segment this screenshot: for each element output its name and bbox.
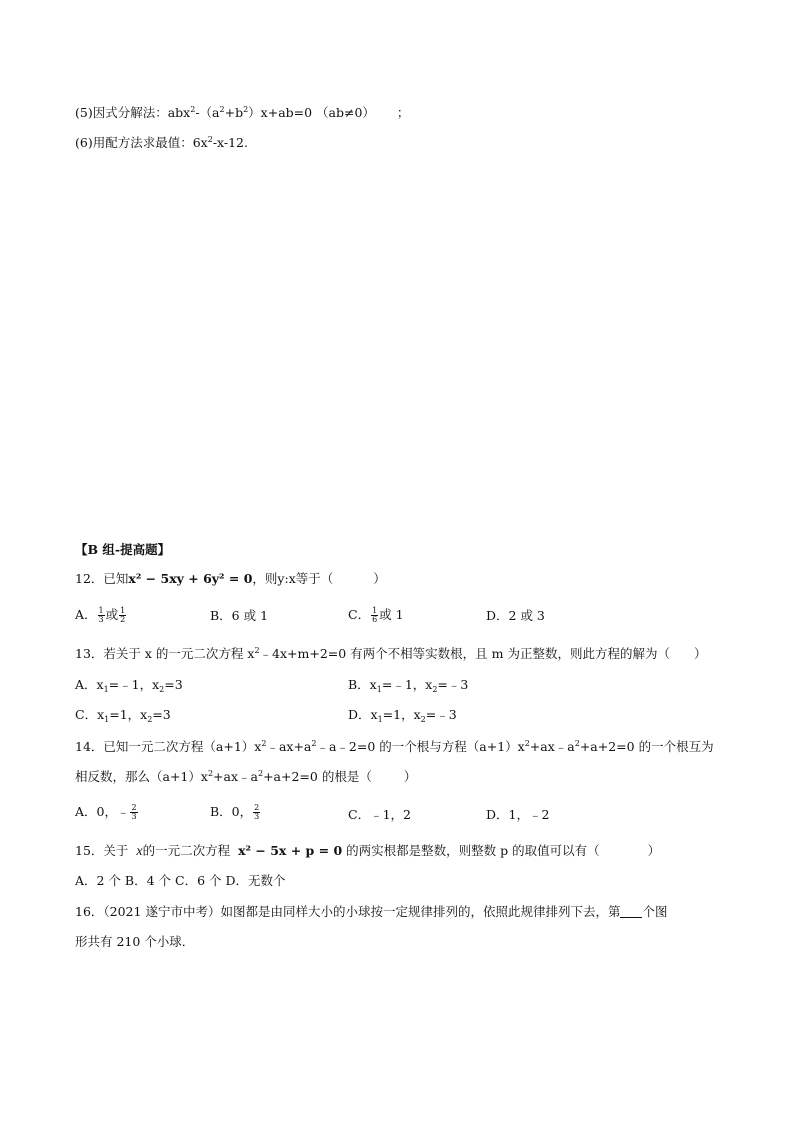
question-14-line-1: 14．已知一元二次方程$(a+1)x^2﹣ax+a^2﹣a﹣2=0$ 的一个根与方程$(a+1)x^2+ax﹣a^2+a+2=0$ 的一个根互为 (75, 739, 714, 754)
question-15: 15．关于 x的一元二次方程 x² − 5x + p = 0 的两实根都是整数，则整数 p 的取值可以有（ ） (75, 843, 661, 859)
q12-option-c: C． $\frac{1}{6}$ 或 1 (348, 606, 404, 624)
q12-option-a: A． $\frac{1}{3}$ 或 $\frac{1}{2}$ (75, 606, 126, 624)
q12-option-b: B．6 或 1 (210, 608, 269, 623)
q13-option-d: D．$x_1=1$，$x_2=﹣3$ (348, 707, 457, 724)
question-16-line-2: 形共有 210 个小球． (75, 934, 195, 949)
fraction: $\frac{2}{3}$ (131, 803, 137, 821)
q15-options: A．2 个 B．4 个 C．6 个 D．无数个 (75, 873, 286, 888)
q14-option-a: A．0，﹣ $\frac{2}{3}$ (75, 803, 137, 821)
problem-5: (5)因式分解法：$abx^2-(a^2+b^2)x+ab=0$ （ab≠0） ； (75, 105, 410, 120)
q13-option-a: A．$x_1=﹣1$，$x_2=3$ (75, 677, 183, 694)
section-title: 【B 组-提高题】 (75, 542, 171, 557)
fraction: $\frac{2}{3}$ (254, 803, 260, 821)
q14-option-d: D．1，﹣2 (486, 807, 550, 822)
fraction: $\frac{1}{3}$ (98, 606, 104, 624)
answer-blank[interactable] (620, 905, 642, 918)
fraction: $\frac{1}{6}$ (372, 606, 378, 624)
q13-option-b: B．$x_1=﹣1$，$x_2=﹣3$ (348, 677, 469, 694)
question-12: 12．已知x² − 5xy + 6y² = 0，则y:x等于（ ） (75, 571, 386, 586)
q13-option-c: C．$x_1=1$，$x_2=3$ (75, 707, 171, 724)
question-13: 13．若关于 x 的一元二次方程 $x^2﹣4x+m+2=0$ 有两个不相等实数根，且 m 为正整数，则此方程的解为（ ） (75, 646, 707, 661)
fraction: $\frac{1}{2}$ (120, 606, 126, 624)
problem-6: (6)用配方法求最值：$6x^2-x-12$. (75, 135, 248, 150)
q14-option-c: C．﹣1，2 (348, 807, 411, 822)
q14-option-b: B．0， $\frac{2}{3}$ (210, 803, 260, 821)
q12-option-d: D．2 或 3 (486, 608, 545, 623)
question-14-line-2: 相反数，那么$(a+1)x^2+ax﹣a^2+a+2=0$ 的根是（ ） (75, 769, 417, 784)
question-16-line-1: 16．（2021 遂宁市中考）如图都是由同样大小的小球按一定规律排列的，依照此规律排列下去，第 个图 (75, 904, 668, 919)
